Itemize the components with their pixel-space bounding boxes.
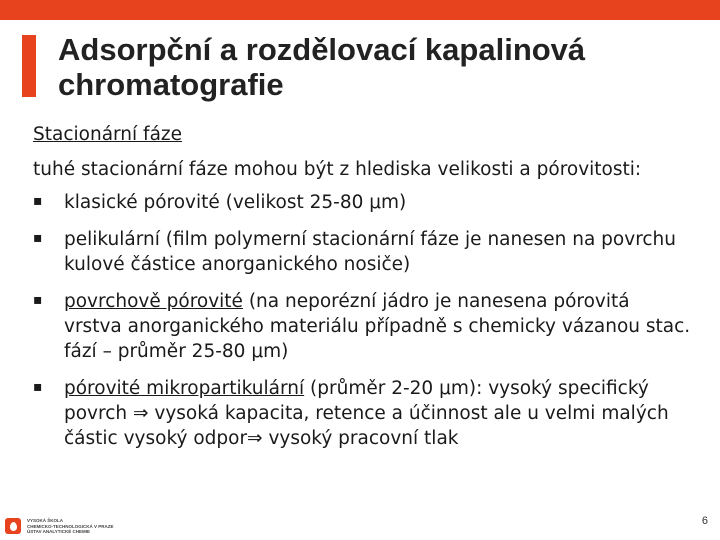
bullet-list: [33, 190, 693, 451]
bullet-text: pelikulární (film polymerní stacionární fáze je nanesen na povrchu kulové částice anorganického nosiče): [64, 229, 677, 275]
logo-line: CHEMICKO-TECHNOLOGICKÁ V PRAZE: [27, 523, 114, 529]
title-accent-bar: [22, 35, 36, 97]
logo-line: ÚSTAV ANALYTICKÉ CHEMIE: [27, 529, 91, 534]
bullet-term: povrchově pórovité: [64, 291, 243, 312]
square-bullet-icon: ▪: [33, 292, 43, 308]
slide-title-line2: chromatografie: [58, 67, 284, 102]
logo-text: [27, 518, 127, 535]
square-bullet-icon: ▪: [33, 193, 43, 209]
bullet-text: (průměr 2-20 μm): vysoký specifický povrch ⇒ vysoká kapacita, retence a účinnost ale u velmi malých částic vysoký odpor⇒ vysoký pracovní tlak: [64, 378, 669, 449]
university-logo: [5, 518, 127, 535]
slide-title-line1: Adsorpční a rozdělovací kapalinová: [58, 32, 586, 67]
list-item: [33, 227, 693, 277]
slide-content: [33, 122, 693, 463]
page-number: 6: [701, 515, 708, 527]
section-heading: Stacionární fáze: [33, 124, 182, 145]
logo-line: VYSOKÁ ŠKOLA: [27, 518, 64, 523]
bullet-text: (na neporézní jádro je nanesena pórovitá vrstva anorganického materiálu případně s chemicky vázanou stac. fází – průměr 25-80 μm): [64, 291, 691, 362]
intro-text: tuhé stacionární fáze mohou být z hlediska velikosti a pórovitosti:: [33, 159, 642, 180]
slide-title: [58, 32, 698, 102]
list-item: [33, 190, 693, 215]
bullet-term: pórovité mikropartikulární: [64, 378, 305, 399]
list-item: [33, 289, 693, 364]
list-item: [33, 376, 693, 451]
square-bullet-icon: ▪: [33, 230, 43, 246]
flask-logo-icon: [5, 518, 21, 534]
square-bullet-icon: ▪: [33, 379, 43, 395]
bullet-text: klasické pórovité (velikost 25-80 μm): [64, 192, 407, 213]
top-accent-bar: [0, 0, 720, 20]
